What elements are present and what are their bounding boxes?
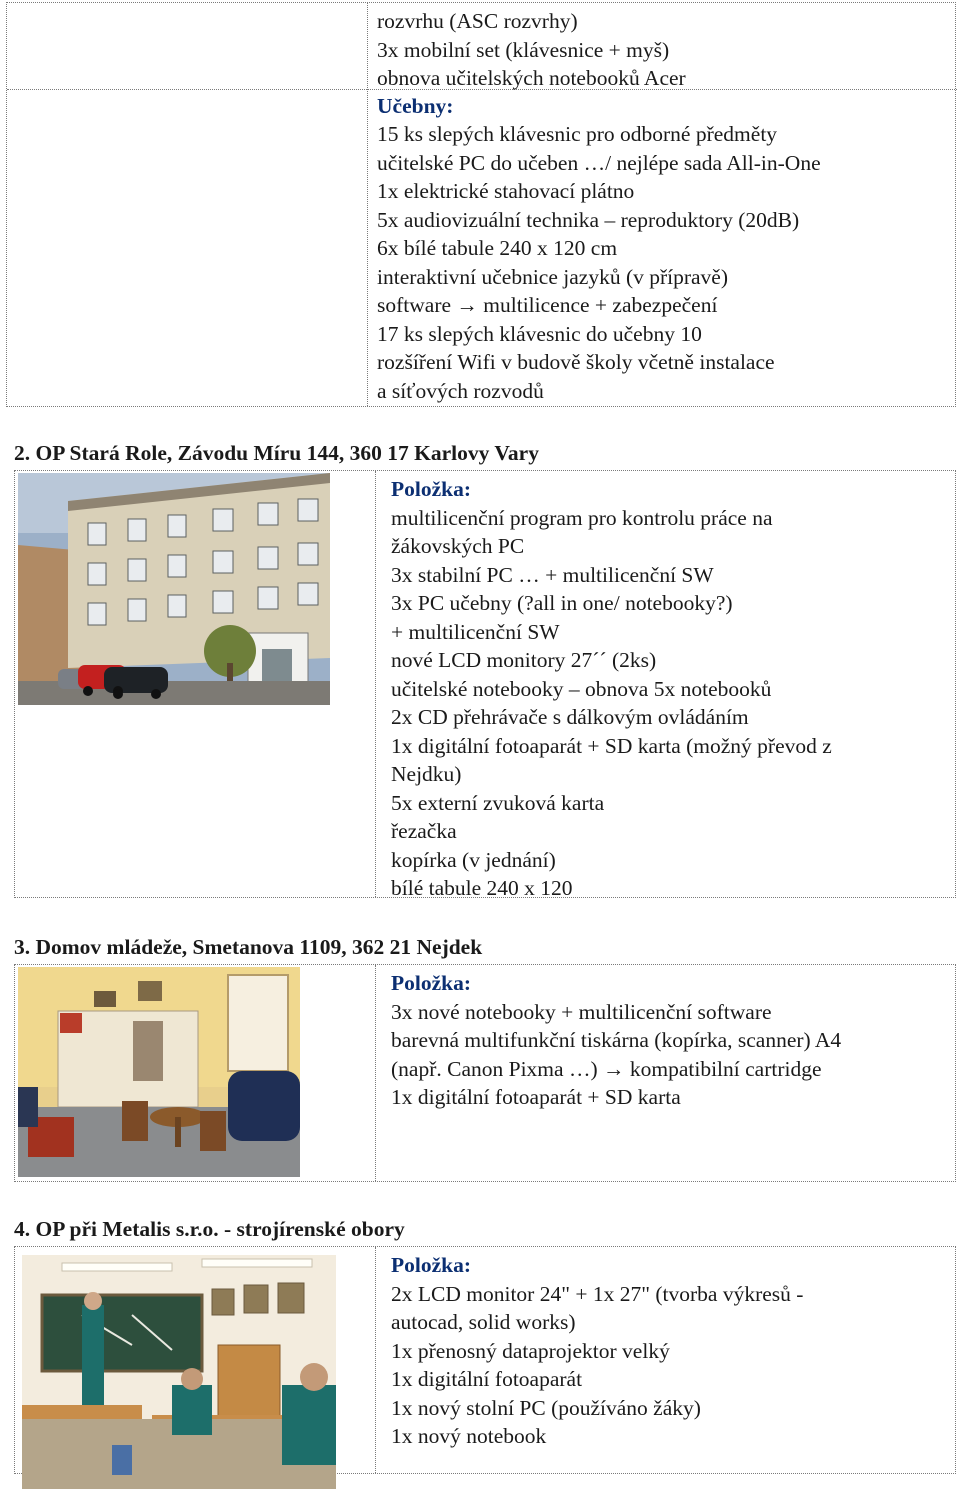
list-item: kopírka (v jednání): [391, 847, 556, 872]
polozka-label: Položka:: [391, 971, 472, 995]
list-item: Nejdku): [391, 762, 462, 786]
ucebny-label: Učebny:: [377, 93, 454, 118]
list-item: 6x bílé tabule 240 x 120 cm: [377, 236, 618, 260]
list-item: žákovských PC: [391, 534, 525, 558]
photo-cell: [15, 965, 376, 1181]
list-item: rozšíření Wifi v budově školy včetně instalace: [377, 350, 775, 374]
list-item: 1x digitální fotoaparát: [391, 1367, 583, 1391]
room-photo: [18, 967, 300, 1177]
list-item: 15 ks slepých klávesnic pro odborné předměty: [377, 122, 778, 146]
list-item: software → multilicence + zabezpečení: [377, 293, 718, 317]
list-item: 3x stabilní PC … + multilicenční SW: [391, 562, 714, 587]
list-item: 1x elektrické stahovací plátno: [377, 179, 635, 203]
list-item: učitelské notebooky – obnova 5x notebooků: [391, 676, 772, 701]
list-item: 1x digitální fotoaparát + SD karta (možný převod z: [391, 733, 832, 758]
list-item: bílé tabule 240 x 120: [391, 876, 573, 900]
section-table-op-stara-role: [14, 470, 956, 898]
section-content-cell: [391, 969, 949, 1112]
list-item: učitelské PC do učeben …/ nejlépe sada All-in-One: [377, 150, 821, 175]
list-item: 2x LCD monitor 24" + 1x 27" (tvorba výkresů -: [391, 1281, 804, 1306]
list-item: a síťových rozvodů: [377, 378, 544, 403]
section-content-cell: [391, 475, 949, 903]
top-table: [6, 2, 956, 407]
section-table-domov-mladeze: [14, 964, 956, 1182]
list-item: multilicenční program pro kontrolu práce na: [391, 505, 773, 530]
polozka-label: Položka:: [391, 1253, 472, 1277]
list-item: 2x CD přehrávače s dálkovým ovládáním: [391, 705, 749, 729]
photo-cell: [15, 471, 376, 897]
list-item: interaktivní učebnice jazyků (v přípravě): [377, 264, 729, 289]
list-item: řezačka: [391, 819, 457, 843]
top-table-content-cell: [377, 7, 947, 405]
polozka-label: Položka:: [391, 477, 472, 501]
building-photo: [18, 473, 330, 705]
list-item: 3x nové notebooky + multilicenční software: [391, 999, 772, 1024]
list-item: autocad, solid works): [391, 1310, 576, 1334]
list-item: nové LCD monitory 27´´ (2ks): [391, 648, 657, 672]
list-item: barevná multifunkční tiskárna (kopírka, scanner) A4: [391, 1028, 842, 1052]
list-item: (např. Canon Pixma …) → kompatibilní cartridge: [391, 1056, 822, 1081]
section-content-cell: [391, 1251, 949, 1451]
photo-cell: [15, 1247, 376, 1473]
text-line: obnova učitelských notebooků Acer: [377, 66, 686, 90]
section-heading-op-metalis: 4. OP při Metalis s.r.o. - strojírenské obory: [14, 1217, 405, 1241]
list-item: 3x PC učebny (?all in one/ notebooky?): [391, 591, 733, 615]
text-line: rozvrhu (ASC rozvrhy): [377, 9, 578, 33]
section-table-op-metalis: [14, 1246, 956, 1474]
list-item: 5x externí zvuková karta: [391, 790, 605, 815]
list-item: 17 ks slepých klávesnic do učebny 10: [377, 321, 702, 346]
section-heading-op-stara-role: 2. OP Stará Role, Závodu Míru 144, 360 17 Karlovy Vary: [14, 441, 539, 465]
list-item: 1x digitální fotoaparát + SD karta: [391, 1085, 681, 1109]
list-item: 1x nový notebook: [391, 1424, 547, 1448]
list-item: 1x nový stolní PC (používáno žáky): [391, 1395, 701, 1420]
list-item: 1x přenosný dataprojektor velký: [391, 1338, 670, 1363]
text-line: 3x mobilní set (klávesnice + myš): [377, 37, 670, 62]
list-item: 5x audiovizuální technika – reproduktory (20dB): [377, 207, 800, 232]
top-table-empty-cell: [7, 3, 368, 406]
classroom-photo: [22, 1255, 336, 1489]
list-item: + multilicenční SW: [391, 619, 560, 644]
section-heading-domov-mladeze: 3. Domov mládeže, Smetanova 1109, 362 21 Nejdek: [14, 935, 483, 959]
